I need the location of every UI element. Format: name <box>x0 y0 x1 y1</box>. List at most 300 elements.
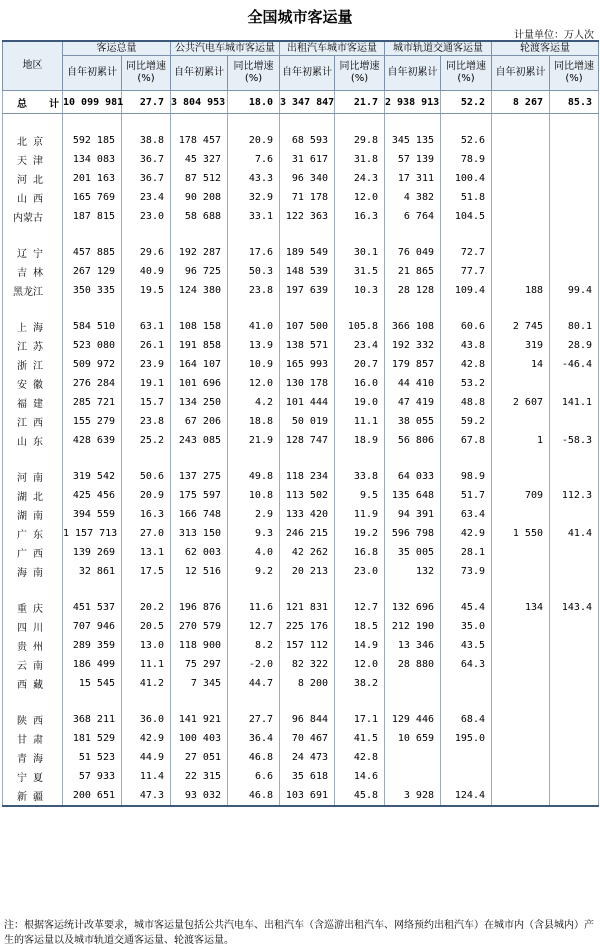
cumulative-cell: 28 880 <box>385 655 441 674</box>
cumulative-cell: 2 607 <box>492 393 550 412</box>
growth-cell <box>550 786 599 806</box>
region-name: 湖南 <box>3 505 63 524</box>
cumulative-cell: 345 135 <box>385 131 441 150</box>
cumulative-cell: 313 150 <box>171 524 228 543</box>
cumulative-cell: 7 345 <box>171 674 228 693</box>
growth-cell: 112.3 <box>550 486 599 505</box>
growth-cell: 195.0 <box>441 729 492 748</box>
growth-cell <box>550 226 599 243</box>
growth-cell: 38.2 <box>335 674 385 693</box>
cumulative-cell <box>492 207 550 226</box>
region-name: 西藏 <box>3 674 63 693</box>
cumulative-cell: 21 865 <box>385 262 441 281</box>
region-name: 北京 <box>3 131 63 150</box>
growth-cell <box>550 505 599 524</box>
growth-cell: 36.0 <box>122 710 171 729</box>
cumulative-cell <box>492 467 550 486</box>
cumulative-cell: 118 234 <box>280 467 335 486</box>
growth-cell: 20.7 <box>335 355 385 374</box>
growth-cell: 43.3 <box>228 169 280 188</box>
cumulative-cell: 164 107 <box>171 355 228 374</box>
footnote: 注：根据客运统计改革要求，城市客运量包括公共汽电车、出租汽车（含巡游出租汽车、网络预约出租汽车）在城市内（含县城内）产生的客运量以及城市轨道交通客运量、轮渡客运量。 <box>4 920 594 946</box>
header-growth: 同比增速(%) <box>122 56 171 91</box>
cumulative-cell: 93 032 <box>171 786 228 806</box>
growth-cell: 23.8 <box>228 281 280 300</box>
growth-cell: 124.4 <box>441 786 492 806</box>
region-name: 辽宁 <box>3 243 63 262</box>
growth-cell <box>550 767 599 786</box>
growth-cell: 11.1 <box>122 655 171 674</box>
table-row <box>3 355 599 374</box>
growth-cell: 47.3 <box>122 786 171 806</box>
cumulative-cell <box>492 693 550 710</box>
region-name: 贵州 <box>3 636 63 655</box>
cumulative-cell: 509 972 <box>63 355 122 374</box>
growth-cell <box>550 710 599 729</box>
header-cum: 自年初累计 <box>171 56 228 91</box>
growth-cell: 63.1 <box>122 317 171 336</box>
growth-cell: 23.0 <box>122 207 171 226</box>
growth-cell: 10.3 <box>335 281 385 300</box>
growth-cell: 104.5 <box>441 207 492 226</box>
growth-cell: 49.8 <box>228 467 280 486</box>
cumulative-cell: 57 933 <box>63 767 122 786</box>
cumulative-cell <box>492 748 550 767</box>
cumulative-cell <box>171 226 228 243</box>
growth-cell: 20.9 <box>228 131 280 150</box>
growth-cell: 18.0 <box>228 91 280 114</box>
growth-cell: 16.0 <box>335 374 385 393</box>
growth-cell: 9.2 <box>228 562 280 581</box>
growth-cell: 24.3 <box>335 169 385 188</box>
region-name: 海南 <box>3 562 63 581</box>
cumulative-cell <box>385 300 441 317</box>
cumulative-cell: 246 215 <box>280 524 335 543</box>
cumulative-cell: 189 549 <box>280 243 335 262</box>
cumulative-cell: 137 275 <box>171 467 228 486</box>
region-name: 黑龙江 <box>3 281 63 300</box>
cumulative-cell: 186 499 <box>63 655 122 674</box>
growth-cell: 19.0 <box>335 393 385 412</box>
growth-cell <box>550 748 599 767</box>
cumulative-cell: 366 108 <box>385 317 441 336</box>
region-name: 云南 <box>3 655 63 674</box>
growth-cell: 19.1 <box>122 374 171 393</box>
growth-cell: 68.4 <box>441 710 492 729</box>
growth-cell: 99.4 <box>550 281 599 300</box>
region-name: 宁夏 <box>3 767 63 786</box>
table-body <box>3 91 599 807</box>
region-name: 山东 <box>3 431 63 450</box>
growth-cell: 48.8 <box>441 393 492 412</box>
region-name <box>3 693 63 710</box>
growth-cell <box>550 693 599 710</box>
growth-cell: 12.0 <box>335 188 385 207</box>
region-name <box>3 450 63 467</box>
growth-cell: 52.6 <box>441 131 492 150</box>
cumulative-cell: 3 804 953 <box>171 91 228 114</box>
passenger-volume-table <box>2 40 599 807</box>
growth-cell: 29.6 <box>122 243 171 262</box>
growth-cell <box>550 412 599 431</box>
cumulative-cell: 22 315 <box>171 767 228 786</box>
cumulative-cell: 225 176 <box>280 617 335 636</box>
region-name: 湖北 <box>3 486 63 505</box>
growth-cell: 42.8 <box>441 355 492 374</box>
growth-cell <box>441 581 492 598</box>
growth-cell: 23.8 <box>122 412 171 431</box>
cumulative-cell <box>385 581 441 598</box>
cumulative-cell <box>492 786 550 806</box>
spacer-row <box>3 581 599 598</box>
cumulative-cell: 103 691 <box>280 786 335 806</box>
region-name: 四川 <box>3 617 63 636</box>
growth-cell <box>550 169 599 188</box>
growth-cell: 23.4 <box>335 336 385 355</box>
growth-cell: 12.0 <box>228 374 280 393</box>
growth-cell: 64.3 <box>441 655 492 674</box>
table-row <box>3 543 599 562</box>
growth-cell <box>122 226 171 243</box>
table-row <box>3 505 599 524</box>
cumulative-cell: 101 444 <box>280 393 335 412</box>
cumulative-cell: 82 322 <box>280 655 335 674</box>
cumulative-cell: 122 363 <box>280 207 335 226</box>
growth-cell: 6.6 <box>228 767 280 786</box>
cumulative-cell: 197 639 <box>280 281 335 300</box>
growth-cell <box>122 581 171 598</box>
growth-cell: 21.9 <box>228 431 280 450</box>
spacer-row <box>3 450 599 467</box>
growth-cell: 44.9 <box>122 748 171 767</box>
cumulative-cell <box>385 693 441 710</box>
growth-cell: 4.0 <box>228 543 280 562</box>
growth-cell <box>550 581 599 598</box>
region-name: 总 计 <box>3 91 63 114</box>
growth-cell: 7.6 <box>228 150 280 169</box>
growth-cell <box>550 729 599 748</box>
cumulative-cell: 96 844 <box>280 710 335 729</box>
cumulative-cell <box>280 693 335 710</box>
cumulative-cell: 51 523 <box>63 748 122 767</box>
table-row <box>3 786 599 806</box>
growth-cell: 52.2 <box>441 91 492 114</box>
growth-cell: 14.9 <box>335 636 385 655</box>
growth-cell <box>335 581 385 598</box>
growth-cell: 109.4 <box>441 281 492 300</box>
growth-cell <box>122 693 171 710</box>
cumulative-cell: 2 938 913 <box>385 91 441 114</box>
growth-cell <box>550 131 599 150</box>
table-row <box>3 598 599 617</box>
cumulative-cell: 596 798 <box>385 524 441 543</box>
growth-cell: 98.9 <box>441 467 492 486</box>
cumulative-cell: 44 410 <box>385 374 441 393</box>
growth-cell <box>441 450 492 467</box>
growth-cell <box>441 748 492 767</box>
cumulative-cell <box>492 617 550 636</box>
cumulative-cell: 107 500 <box>280 317 335 336</box>
cumulative-cell: 192 287 <box>171 243 228 262</box>
cumulative-cell: 76 049 <box>385 243 441 262</box>
cumulative-cell <box>171 450 228 467</box>
cumulative-cell: 35 005 <box>385 543 441 562</box>
cumulative-cell: 192 332 <box>385 336 441 355</box>
cumulative-cell: 165 993 <box>280 355 335 374</box>
header-growth: 同比增速(%) <box>228 56 280 91</box>
growth-cell: 105.8 <box>335 317 385 336</box>
growth-cell: 51.7 <box>441 486 492 505</box>
growth-cell: 36.4 <box>228 729 280 748</box>
cumulative-cell: 134 083 <box>63 150 122 169</box>
region-name: 广东 <box>3 524 63 543</box>
growth-cell: 14.6 <box>335 767 385 786</box>
growth-cell: 16.3 <box>335 207 385 226</box>
growth-cell: 45.4 <box>441 598 492 617</box>
table-row <box>3 412 599 431</box>
growth-cell: 21.7 <box>335 91 385 114</box>
cumulative-cell <box>385 748 441 767</box>
cumulative-cell: 94 391 <box>385 505 441 524</box>
growth-cell <box>441 300 492 317</box>
cumulative-cell <box>492 581 550 598</box>
table-row <box>3 748 599 767</box>
cumulative-cell: 350 335 <box>63 281 122 300</box>
growth-cell: 17.6 <box>228 243 280 262</box>
table-row <box>3 562 599 581</box>
growth-cell: -2.0 <box>228 655 280 674</box>
cumulative-cell: 118 900 <box>171 636 228 655</box>
growth-cell: 50.3 <box>228 262 280 281</box>
cumulative-cell: 50 019 <box>280 412 335 431</box>
cumulative-cell <box>492 543 550 562</box>
cumulative-cell <box>492 562 550 581</box>
cumulative-cell: 90 208 <box>171 188 228 207</box>
cumulative-cell <box>492 505 550 524</box>
growth-cell <box>550 655 599 674</box>
cumulative-cell: 129 446 <box>385 710 441 729</box>
cumulative-cell: 45 327 <box>171 150 228 169</box>
cumulative-cell: 201 163 <box>63 169 122 188</box>
growth-cell <box>441 767 492 786</box>
cumulative-cell: 3 928 <box>385 786 441 806</box>
cumulative-cell: 2 745 <box>492 317 550 336</box>
table-row <box>3 281 599 300</box>
cumulative-cell <box>492 243 550 262</box>
growth-cell <box>228 693 280 710</box>
growth-cell: 12.7 <box>228 617 280 636</box>
header-region: 地区 <box>3 41 63 91</box>
growth-cell: 19.2 <box>335 524 385 543</box>
table-row <box>3 636 599 655</box>
table-row <box>3 374 599 393</box>
cumulative-cell <box>492 767 550 786</box>
cumulative-cell: 27 051 <box>171 748 228 767</box>
cumulative-cell: 1 550 <box>492 524 550 543</box>
growth-cell: 18.9 <box>335 431 385 450</box>
spacer-row <box>3 693 599 710</box>
cumulative-cell <box>385 674 441 693</box>
growth-cell: 53.2 <box>441 374 492 393</box>
cumulative-cell: 28 128 <box>385 281 441 300</box>
cumulative-cell: 191 858 <box>171 336 228 355</box>
cumulative-cell: 584 510 <box>63 317 122 336</box>
cumulative-cell <box>280 226 335 243</box>
cumulative-cell: 1 157 713 <box>63 524 122 543</box>
growth-cell: 59.2 <box>441 412 492 431</box>
growth-cell <box>441 114 492 132</box>
growth-cell: 2.9 <box>228 505 280 524</box>
cumulative-cell: 64 033 <box>385 467 441 486</box>
header-cum: 自年初累计 <box>492 56 550 91</box>
growth-cell: 17.1 <box>335 710 385 729</box>
growth-cell <box>550 636 599 655</box>
cumulative-cell: 42 262 <box>280 543 335 562</box>
growth-cell: 11.4 <box>122 767 171 786</box>
growth-cell: 16.8 <box>335 543 385 562</box>
growth-cell: 11.1 <box>335 412 385 431</box>
growth-cell <box>441 693 492 710</box>
table-row <box>3 524 599 543</box>
growth-cell: 13.1 <box>122 543 171 562</box>
cumulative-cell: 70 467 <box>280 729 335 748</box>
cumulative-cell: 57 139 <box>385 150 441 169</box>
page-title: 全国城市客运量 <box>247 8 353 26</box>
growth-cell: 41.2 <box>122 674 171 693</box>
growth-cell: 25.2 <box>122 431 171 450</box>
cumulative-cell: 457 885 <box>63 243 122 262</box>
cumulative-cell: 10 659 <box>385 729 441 748</box>
cumulative-cell <box>492 131 550 150</box>
header-growth: 同比增速(%) <box>441 56 492 91</box>
cumulative-cell <box>171 581 228 598</box>
region-name: 福建 <box>3 393 63 412</box>
growth-cell: 13.9 <box>228 336 280 355</box>
cumulative-cell: 124 380 <box>171 281 228 300</box>
cumulative-cell <box>492 300 550 317</box>
cumulative-cell <box>171 300 228 317</box>
cumulative-cell: 35 618 <box>280 767 335 786</box>
growth-cell: 27.7 <box>122 91 171 114</box>
header-group-bus: 公共汽电车城市客运量 <box>171 41 280 56</box>
growth-cell: 43.5 <box>441 636 492 655</box>
growth-cell: 8.2 <box>228 636 280 655</box>
cumulative-cell: 12 516 <box>171 562 228 581</box>
cumulative-cell: 4 382 <box>385 188 441 207</box>
growth-cell <box>335 450 385 467</box>
cumulative-cell: 128 747 <box>280 431 335 450</box>
header-growth: 同比增速(%) <box>335 56 385 91</box>
growth-cell <box>550 543 599 562</box>
cumulative-cell: 38 055 <box>385 412 441 431</box>
cumulative-cell: 96 725 <box>171 262 228 281</box>
cumulative-cell <box>492 169 550 188</box>
cumulative-cell: 270 579 <box>171 617 228 636</box>
cumulative-cell: 96 340 <box>280 169 335 188</box>
growth-cell: 27.0 <box>122 524 171 543</box>
cumulative-cell <box>492 729 550 748</box>
cumulative-cell <box>385 226 441 243</box>
growth-cell <box>550 262 599 281</box>
header-group-ferry: 轮渡客运量 <box>492 41 599 56</box>
cumulative-cell: 289 359 <box>63 636 122 655</box>
cumulative-cell: 87 512 <box>171 169 228 188</box>
cumulative-cell <box>280 581 335 598</box>
cumulative-cell: 132 696 <box>385 598 441 617</box>
cumulative-cell: 707 946 <box>63 617 122 636</box>
growth-cell: 16.3 <box>122 505 171 524</box>
cumulative-cell: 243 085 <box>171 431 228 450</box>
cumulative-cell: 58 688 <box>171 207 228 226</box>
growth-cell: 4.2 <box>228 393 280 412</box>
cumulative-cell: 139 269 <box>63 543 122 562</box>
table-row <box>3 431 599 450</box>
cumulative-cell: 68 593 <box>280 131 335 150</box>
growth-cell: 100.4 <box>441 169 492 188</box>
growth-cell <box>228 226 280 243</box>
growth-cell <box>550 617 599 636</box>
growth-cell: 41.0 <box>228 317 280 336</box>
growth-cell <box>550 207 599 226</box>
growth-cell <box>335 693 385 710</box>
cumulative-cell: 148 539 <box>280 262 335 281</box>
cumulative-cell <box>492 636 550 655</box>
growth-cell: 80.1 <box>550 317 599 336</box>
growth-cell: 20.2 <box>122 598 171 617</box>
cumulative-cell: 179 857 <box>385 355 441 374</box>
header-group-metro: 城市轨道交通客运量 <box>385 41 492 56</box>
growth-cell: 10.9 <box>228 355 280 374</box>
growth-cell <box>335 300 385 317</box>
region-name: 上海 <box>3 317 63 336</box>
cumulative-cell: 196 876 <box>171 598 228 617</box>
cumulative-cell: 138 571 <box>280 336 335 355</box>
cumulative-cell: 178 457 <box>171 131 228 150</box>
header-cum: 自年初累计 <box>280 56 335 91</box>
growth-cell: 141.1 <box>550 393 599 412</box>
header-group-total: 客运总量 <box>63 41 171 56</box>
growth-cell: 78.9 <box>441 150 492 169</box>
cumulative-cell <box>492 188 550 207</box>
cumulative-cell: 451 537 <box>63 598 122 617</box>
region-name: 河北 <box>3 169 63 188</box>
table-row <box>3 617 599 636</box>
table-row <box>3 729 599 748</box>
cumulative-cell: 428 639 <box>63 431 122 450</box>
table-row <box>3 262 599 281</box>
growth-cell: 41.5 <box>335 729 385 748</box>
cumulative-cell: 56 806 <box>385 431 441 450</box>
growth-cell <box>550 374 599 393</box>
cumulative-cell <box>492 450 550 467</box>
growth-cell: 42.9 <box>122 729 171 748</box>
growth-cell: 28.9 <box>550 336 599 355</box>
cumulative-cell: 121 831 <box>280 598 335 617</box>
cumulative-cell <box>280 114 335 132</box>
region-name: 内蒙古 <box>3 207 63 226</box>
cumulative-cell: 67 206 <box>171 412 228 431</box>
region-name <box>3 581 63 598</box>
cumulative-cell: 14 <box>492 355 550 374</box>
growth-cell <box>550 188 599 207</box>
cumulative-cell <box>280 450 335 467</box>
cumulative-cell: 133 420 <box>280 505 335 524</box>
growth-cell <box>550 114 599 132</box>
cumulative-cell <box>385 114 441 132</box>
growth-cell: 51.8 <box>441 188 492 207</box>
growth-cell: 46.8 <box>228 786 280 806</box>
region-name: 江苏 <box>3 336 63 355</box>
